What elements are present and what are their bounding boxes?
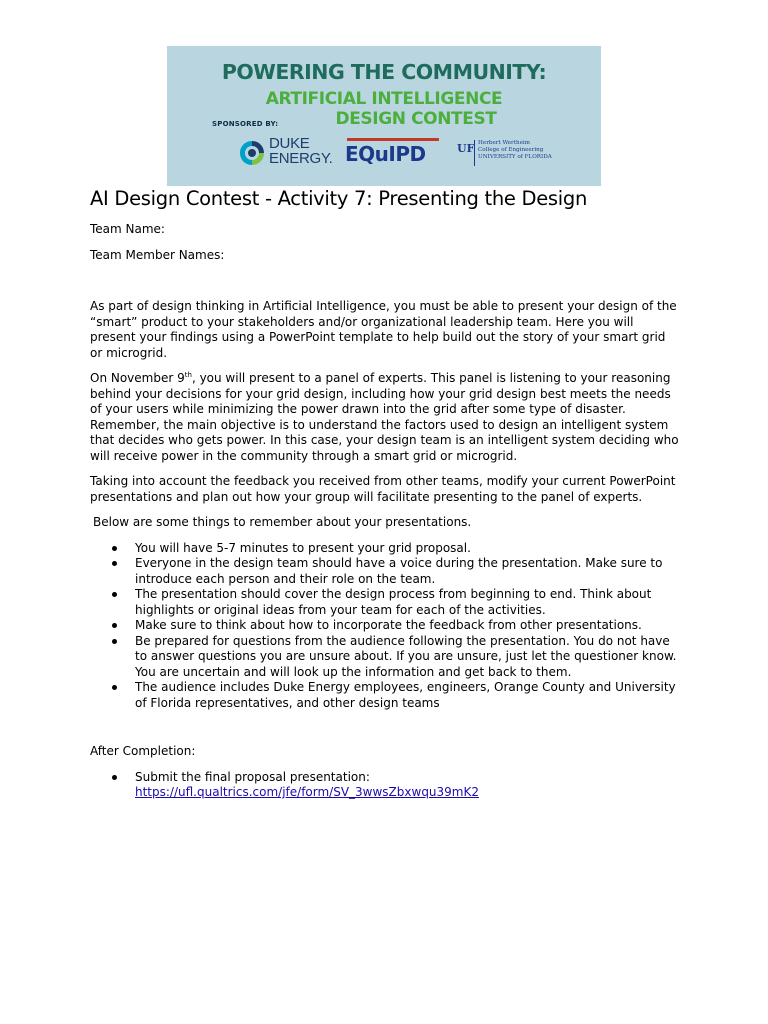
list-item-text: Everyone in the design team should have a voice during the presentation. Make sure to introduce each person and their role on the team. [135,556,663,586]
para2-text-rest: , you will present to a panel of experts. This panel is listening to your reasoning behind your decisions for your grid design, including how your grid design best meets the needs of your users while minimizing the power drawn into the grid after some type of disaster. Remember, the main objective is to understand the factors used to design an intelligent system that decides who gets power. In this case, your design team is an intelligent system deciding who will receive power in the community through a smart grid or microgrid. [90,371,679,463]
duke-energy-logo-icon [237,138,267,168]
bullet-icon [112,561,117,566]
list-item-text: The audience includes Duke Energy employees, engineers, Orange County and University of Florida representatives, and other design teams [135,680,676,710]
bullet-icon [112,685,117,690]
list-item-text: You will have 5-7 minutes to present your grid proposal. [135,540,471,555]
uf-divider [474,140,475,166]
bullet-icon [112,775,117,780]
team-name-label: Team Name: [90,222,165,236]
duke-energy-wordmark [269,136,332,166]
after-completion-label: After Completion: [90,744,196,758]
contest-banner [167,46,601,186]
document-body [90,186,680,801]
document-title: AI Design Contest - Activity 7: Presenting the Design [90,187,588,210]
uf-wordmark-line3: UNIVERSITY of FLORIDA [478,154,552,160]
bullet-icon [112,639,117,644]
list-item [90,587,680,618]
bullet-icon [112,592,117,597]
duke-wordmark-line2: ENERGY. [269,150,333,167]
intro-paragraph: As part of design thinking in Artificial Intelligence, you must be able to present your design of the “smart” product to your stakeholders and/or organizational leadership team. Here you will present your findings using a PowerPoint template to help build out the story of your smart grid or microgrid. [90,299,677,360]
list-item [90,634,680,681]
list-item [90,541,680,557]
list-item-text: Be prepared for questions from the audience following the presentation. You do not have to answer questions you are unsure about. If you are unsure, just let the questioner know. You are uncertain and will look up the information and get back to them. [135,633,677,679]
duke-wordmark-line1: DUKE [269,135,310,152]
uf-logo: UF [457,142,475,155]
submission-link[interactable]: https://ufl.qualtrics.com/jfe/form/SV_3wwsZbxwqu39mK2 [135,785,479,799]
presentation-tips-list [90,541,680,712]
bullet-icon [112,623,117,628]
presentation-date-paragraph [90,371,680,464]
bullet-icon [112,546,117,551]
para2-text-start: On November 9 [90,371,185,385]
team-member-names-label: Team Member Names: [90,247,225,262]
uf-college-wordmark [478,140,552,161]
sponsored-by-label: SPONSORED BY: [212,120,279,128]
uf-wordmark-line2: College of Engineering [478,147,544,153]
list-item [90,770,680,801]
list-item [90,680,680,711]
list-item [90,618,680,634]
para2-ordinal-suffix: th [184,371,192,379]
uf-wordmark-line1: Herbert Wertheim [478,140,530,146]
submit-instruction: Submit the final proposal presentation: [135,769,370,784]
equipd-tagline-bar [347,138,439,141]
after-completion-list [90,770,680,801]
feedback-paragraph: Taking into account the feedback you received from other teams, modify your current PowerPoint presentations and plan out how your group will facilitate presenting to the panel of experts. [90,474,676,504]
list-item-text: Make sure to think about how to incorporate the feedback from other presentations. [135,618,642,632]
banner-title: POWERING THE COMMUNITY: [221,60,547,84]
equipd-logo: EQuIPD [345,142,426,166]
list-item-text: The presentation should cover the design process from beginning to end. Think about highlights or original ideas from your team for each of the activities. [135,587,652,617]
remember-intro: Below are some things to remember about your presentations. [93,515,472,529]
banner-subtitle-line2: DESIGN CONTEST [335,109,497,129]
banner-subtitle-line1: ARTIFICIAL INTELLIGENCE [265,89,503,109]
list-item [90,556,680,587]
